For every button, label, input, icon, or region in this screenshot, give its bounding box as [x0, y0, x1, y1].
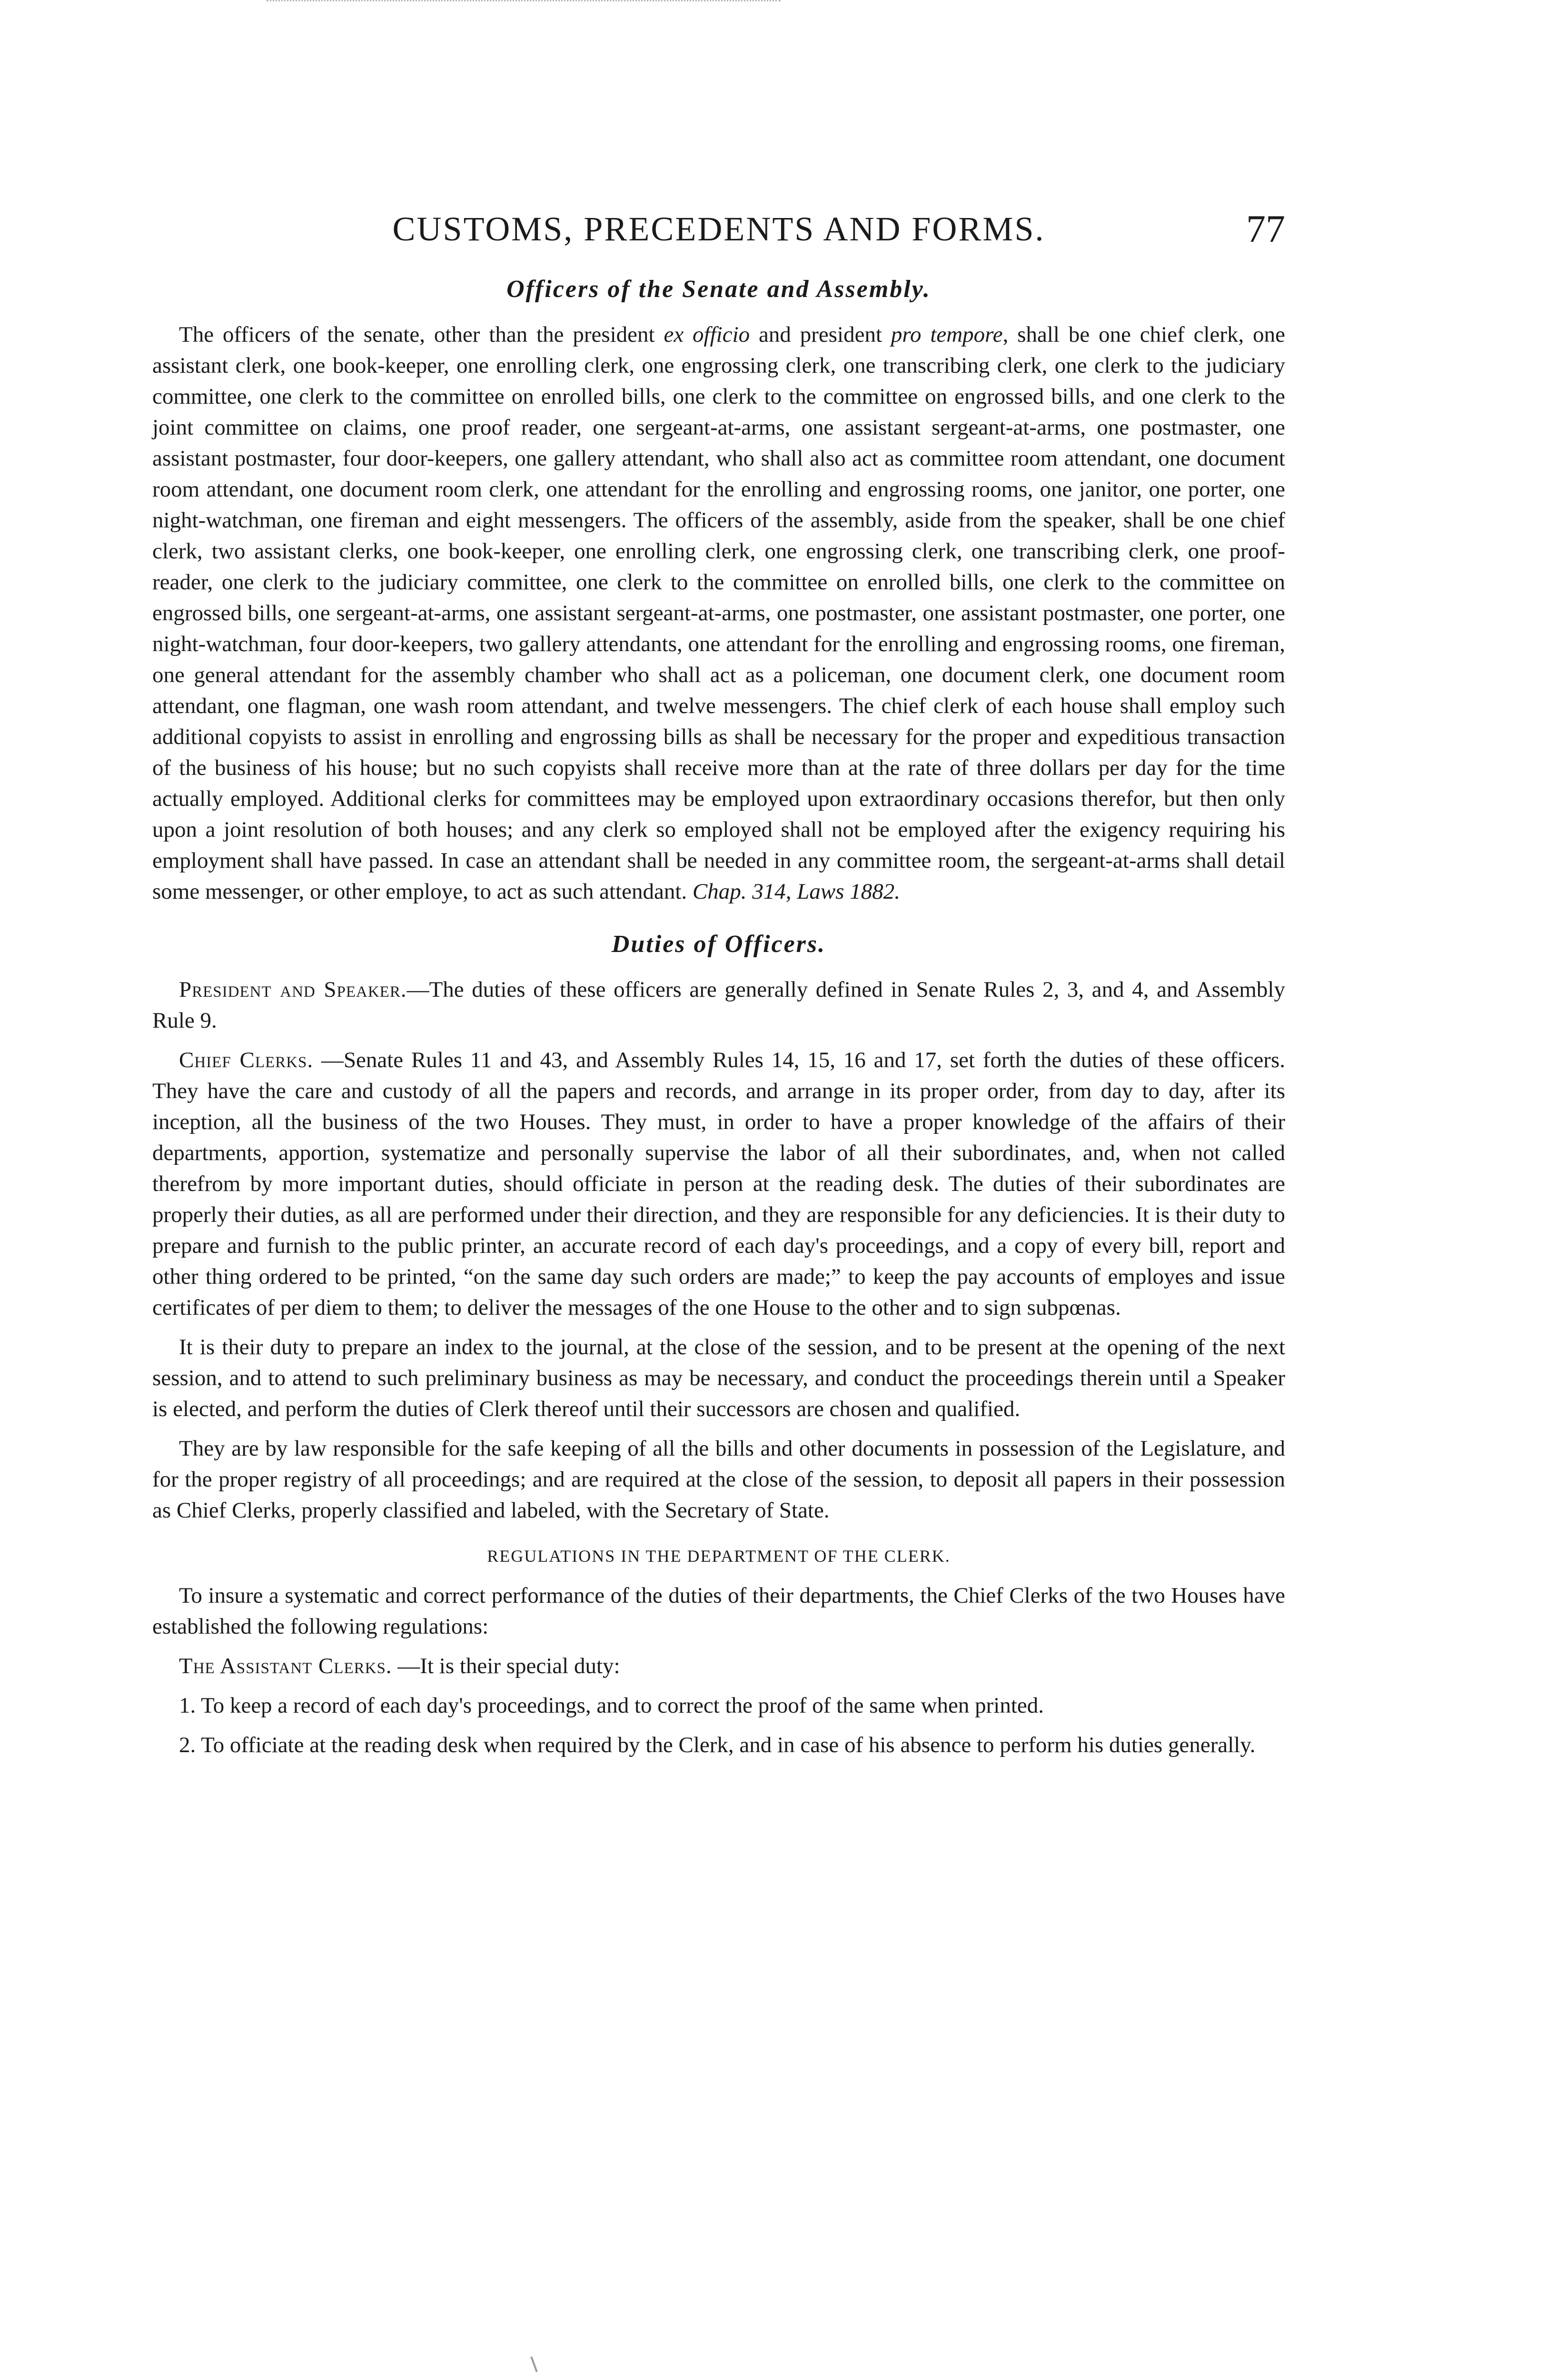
officers-text-1: The officers of the senate, other than the president — [179, 322, 664, 347]
officers-text-3: , shall be one chief clerk, one assistant clerk, one book-keeper, one enrolling clerk, one engrossing clerk, one transcribing clerk, one clerk to the judiciary committee, one clerk to the committee on enrolled bills, one clerk to the committee on engrossed bills, and one clerk to the joint committee on claims, one proof reader, one sergeant-at-arms, one assistant sergeant-at-arms, one postmaster, one assistant postmaster, four door-keepers, one gallery attendant, who shall also act as committee room attendant, one document room attendant, one document room clerk, one attendant for the enrolling and engrossing rooms, one janitor, one porter, one night-watchman, one fireman and eight messengers. The officers of the assembly, aside from the speaker, shall be one chief clerk, two assistant clerks, one book-keeper, one enrolling clerk, one engrossing clerk, one transcribing clerk, one proof-reader, one clerk to the judiciary committee, one clerk to the committee on enrolled bills, one clerk to the committee on engrossed bills, one sergeant-at-arms, one assistant sergeant-at-arms, one postmaster, one assistant postmaster, one porter, one night-watchman, four door-keepers, two gallery attendants, one attendant for the enrolling and engrossing rooms, one fireman, one general attendant for the assembly chamber who shall act as a policeman, one document clerk, one document room attendant, one flagman, one wash room attendant, and twelve messengers. The chief clerk of each house shall employ such additional copyists to assist in enrolling and engrossing bills as shall be necessary for the proper and expeditious transaction of the business of his house; but no such copyists shall receive more than at the rate of three dollars per day for the time actually employed. Additional clerks for committees may be employed upon extraordinary occasions therefor, but then only upon a joint resolution of both houses; and any clerk so employed shall not be employed after the exigency requiring his employment shall have passed. In case an attendant shall be needed in any committee room, the sergeant-at-arms shall detail some messenger, or other employe, to act as such attendant. — [152, 322, 1285, 904]
chief-clerks-lead: Chief Clerks. — [179, 1048, 314, 1072]
stray-ink-mark — [530, 2356, 537, 2372]
page-number: 77 — [1246, 207, 1285, 250]
pro-tempore-italic: pro tempore — [891, 322, 1003, 347]
officers-text-2: and president — [750, 322, 891, 347]
running-head — [152, 200, 1285, 252]
chief-clerks-paragraph — [152, 1045, 1285, 1323]
regulations-heading: REGULATIONS IN THE DEPARTMENT OF THE CLERK. — [487, 1547, 951, 1566]
president-text: —The duties of these officers are generally defined in Senate Rules 2, 3, and 4, and Assembly Rule 9. — [152, 977, 1285, 1033]
duties-heading: Duties of Officers. — [611, 931, 826, 958]
assistant-clerks-paragraph — [152, 1651, 1285, 1682]
index-paragraph: It is their duty to prepare an index to the journal, at the close of the session, and to be present at the opening of the next session, and to attend to such preliminary business as may be necessary, and conduct the proceedings therein until a Speaker is elected, and perform the duties of Clerk thereof until their successors are chosen and qualified. — [152, 1335, 1285, 1421]
regulation-item: 2. To officiate at the reading desk when required by the Clerk, and in case of his absence to perform his duties generally. — [179, 1733, 1256, 1757]
chief-clerks-text: —Senate Rules 11 and 43, and Assembly Rules 14, 15, 16 and 17, set forth the duties of these officers. They have the care and custody of all the papers and records, and arrange in its proper order, from day to day, after its inception, all the business of the two Houses. They must, in order to have a proper knowledge of the affairs of their departments, apportion, systematize and personally supervise the labor of all their subordinates, and, when not called therefrom by more important duties, should officiate in person at the reading desk. The duties of their subordinates are properly their duties, as all are performed under their direction, and they are responsible for any deficiencies. It is their duty to prepare and furnish to the public printer, an accurate record of each day's proceedings, and a copy of every bill, report and other thing ordered to be printed, “on the same day such orders are made;” to keep the pay accounts of employes and issue certificates of per diem to them; to deliver the messages of the one House to the other and to sign subpœnas. — [152, 1048, 1286, 1320]
regulation-item: 1. To keep a record of each day's proceedings, and to correct the proof of the same when printed. — [179, 1693, 1044, 1718]
ex-officio-italic: ex officio — [664, 322, 750, 347]
officers-paragraph — [152, 319, 1285, 907]
president-lead: President and Speaker. — [179, 977, 407, 1002]
officers-heading: Officers of the Senate and Assembly. — [506, 276, 931, 303]
top-edge-mark — [267, 0, 781, 4]
law-citation: Chap. 314, Laws 1882. — [692, 879, 901, 904]
responsible-paragraph: They are by law responsible for the safe keeping of all the bills and other documents in possession of the Legislature, and for the proper registry of all proceedings; and are required at the close of the session, to deposit all papers in their possession as Chief Clerks, properly classified and labeled, with the Secretary of State. — [152, 1436, 1285, 1523]
regulations-intro: To insure a systematic and correct performance of the duties of their departments, the Chief Clerks of the two Houses have established the following regulations: — [152, 1583, 1285, 1639]
assistant-clerks-lead: The Assistant Clerks. — [179, 1654, 392, 1678]
running-title: CUSTOMS, PRECEDENTS AND FORMS. — [392, 210, 1045, 248]
book-page — [152, 200, 1285, 1769]
assistant-clerks-text: —It is their special duty: — [392, 1654, 620, 1678]
president-paragraph — [152, 974, 1285, 1036]
